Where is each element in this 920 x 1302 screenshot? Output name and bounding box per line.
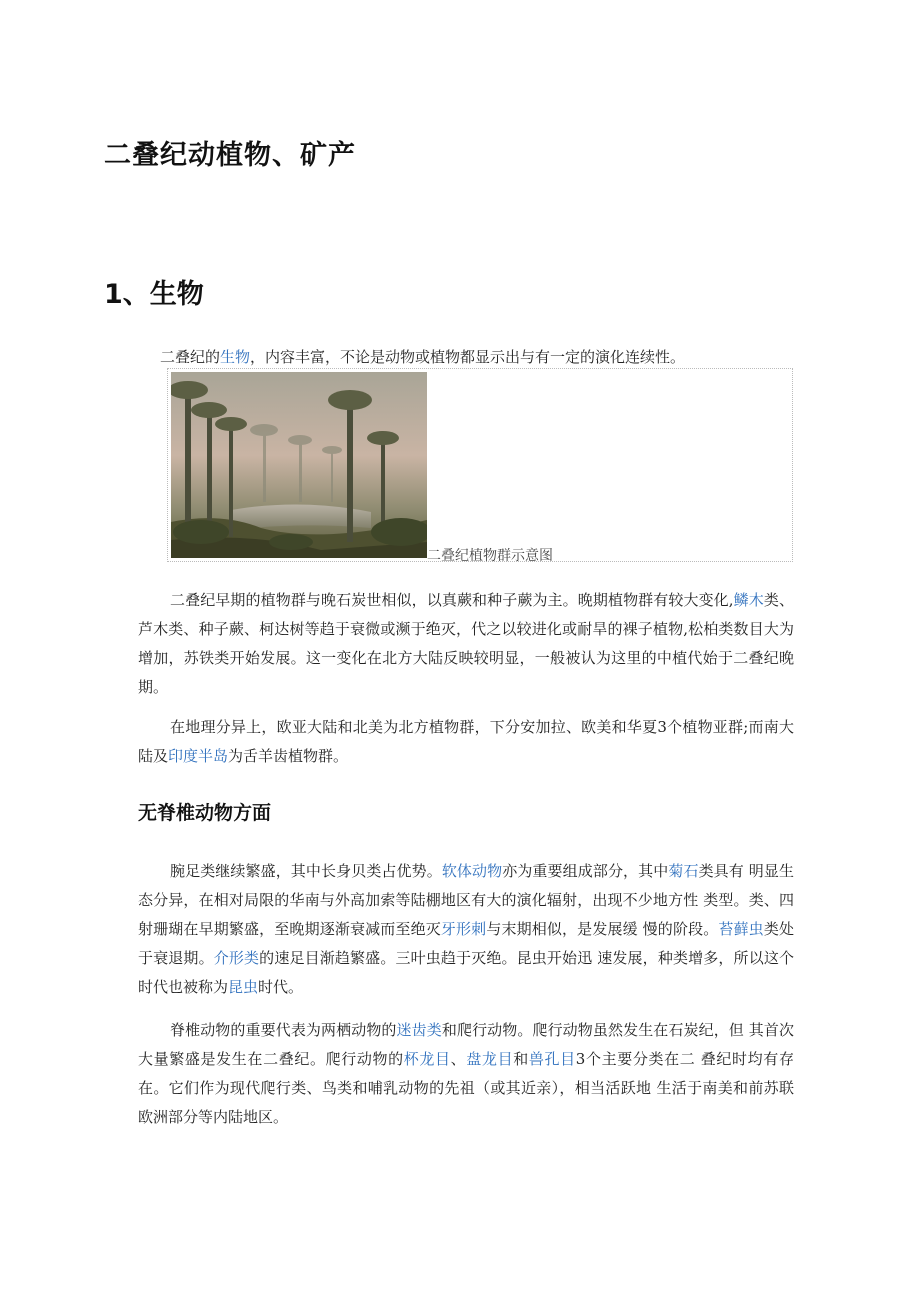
link-therapsida[interactable]: 兽孔目 [528,1050,576,1068]
text-run: 、 [450,1050,467,1068]
link-mollusca[interactable]: 软体动物 [441,862,503,880]
figure-caption: 二叠纪植物群示意图 [427,548,553,564]
link-labyrinthodontia[interactable]: 迷齿类 [396,1021,442,1039]
text-run: 的速足目渐趋繁盛。三叶虫趋于灭绝。昆虫开始迅 速发展，种类增多，所以这个时代也被称为 [138,949,794,996]
text-run: 脊椎动物的重要代表为两栖动物的 [170,1021,397,1039]
text-run: 时代。 [258,978,304,996]
link-ammonite[interactable]: 菊石 [668,862,699,880]
text-run: 与末期相似，是发展缓 慢的阶段。 [486,920,719,938]
text-run: 腕足类继续繁盛，其中长身贝类占优势。 [170,862,442,880]
paragraph-invertebrates [138,857,794,1002]
permian-flora-illustration [171,372,427,558]
link-conodont[interactable]: 牙形刺 [440,920,487,938]
link-indian-peninsula[interactable]: 印度半岛 [168,747,229,765]
link-biology[interactable]: 生物 [220,348,251,366]
text-run: 和 [513,1050,529,1068]
text-run: 二叠纪的 [160,348,221,366]
text-run: 类具有 明显生态分异，在相对局限的华南与外高加索等陆棚地区有大的演化辐射，出现不少地方性 类型。类、四射珊瑚在早期繁盛，至晚期逐渐衰减而至绝灭 [138,862,794,938]
text-run: 为舌羊齿植物群。 [228,747,349,765]
link-pelycosauria[interactable]: 盘龙目 [466,1050,514,1068]
paragraph-geography [138,713,794,771]
subheading-invertebrates: 无脊椎动物方面 [138,802,272,824]
paragraph-flora [138,586,794,702]
text-run: ，内容丰富，不论是动物或植物都显示出与有一定的演化连续性。 [250,348,686,366]
link-cotylosauria[interactable]: 杯龙目 [403,1050,451,1068]
figure-box [167,368,793,562]
page-title: 二叠纪动植物、矿产 [104,140,356,171]
text-run: 类、芦木类、种子蕨、柯达树等趋于衰微或濒于绝灭，代之以较进化或耐旱的裸子植物,松柏类数目大为增加，苏铁类开始发展。这一变化在北方大陆反映较明显，一般被认为这里的中植代始于二叠纪晚期。 [138,591,794,696]
text-run: 在地理分异上，欧亚大陆和北美为北方植物群，下分安加拉、欧美和华夏3个植物亚群;而南大陆及 [138,718,794,765]
link-lepidodendron[interactable]: 鳞木 [733,591,764,609]
text-run: 3个主要分类在二 叠纪时均有存在。它们作为现代爬行类、鸟类和哺乳动物的先祖（或其近亲），相当活跃地 生活于南美和前苏联欧洲部分等内陆地区。 [138,1050,794,1126]
link-insect[interactable]: 昆虫 [228,978,259,996]
text-run: 类处于衰退期。 [138,920,794,967]
text-run: 亦为重要组成部分，其中 [502,862,669,880]
text-run: 二叠纪早期的植物群与晚石炭世相似，以真蕨和种子蕨为主。晚期植物群有较大变化, [170,591,734,609]
text-run: 和爬行动物。爬行动物虽然发生在石炭纪，但 其首次大量繁盛是发生在二叠纪。爬行动物的 [138,1021,794,1068]
link-ostracoda[interactable]: 介形类 [213,949,260,967]
link-bryozoa[interactable]: 苔藓虫 [718,920,764,938]
paragraph-vertebrates [138,1016,794,1132]
intro-paragraph [160,346,685,368]
section-heading: 1、生物 [104,279,204,310]
